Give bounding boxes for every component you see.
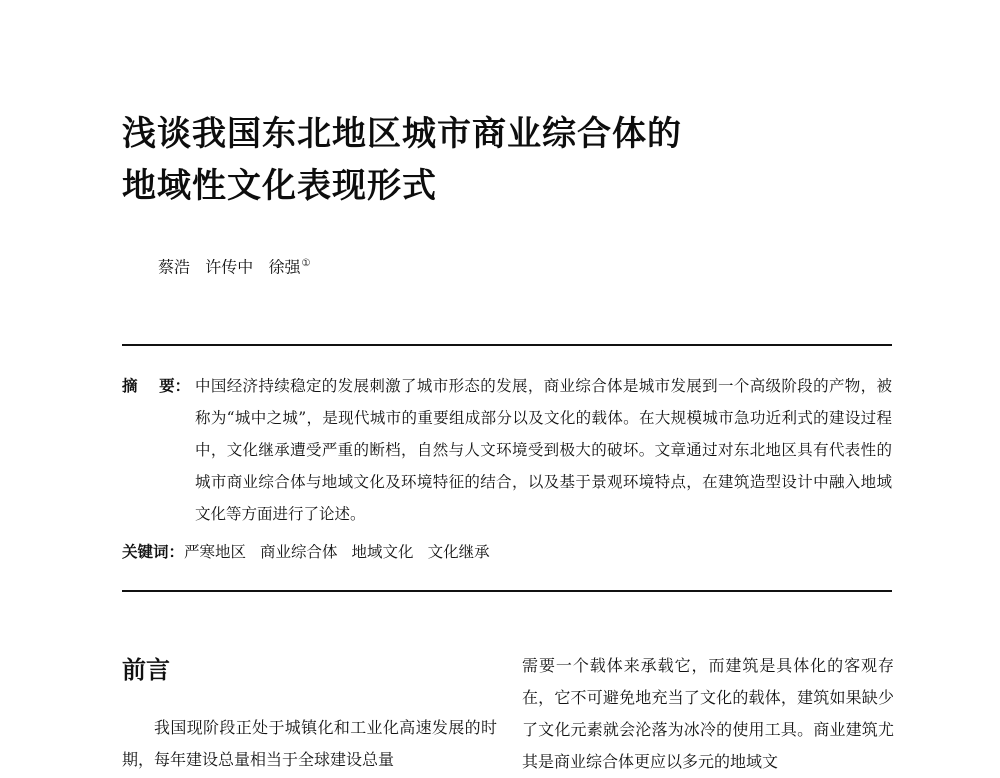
keyword-item: 地域文化 xyxy=(351,543,414,561)
keyword-item: 商业综合体 xyxy=(260,543,338,561)
keywords-block xyxy=(122,536,504,568)
section-heading: 前言 xyxy=(122,656,170,684)
right-column-paragraph: 需要一个载体来承载它，而建筑是具体化的客观存在，它不可避免地充当了文化的载体，建筑如果缺少了文化元素就会沦落为冰冷的使用工具。商业建筑尤其是商业综合体更应以多元的地域文 xyxy=(522,656,894,771)
keywords-label: 关键词： xyxy=(122,543,185,561)
author-names: 蔡浩 许传中 徐强 xyxy=(158,257,301,277)
keyword-item: 严寒地区 xyxy=(184,543,247,561)
paper-title-line-1: 浅谈我国东北地区城市商业综合体的 xyxy=(122,114,682,154)
keyword-item: 文化继承 xyxy=(427,543,490,561)
abstract-block xyxy=(122,370,892,530)
paper-title-line-2: 地域性文化表现形式 xyxy=(122,166,437,206)
abstract-top-rule xyxy=(122,344,892,346)
abstract-bottom-rule xyxy=(122,590,892,592)
abstract-label: 摘 要： xyxy=(122,377,191,395)
left-column-paragraph: 我国现阶段正处于城镇化和工业化高速发展的时期，每年建设总量相当于全球建设总量 xyxy=(122,718,497,769)
author-list xyxy=(158,252,311,279)
abstract-text: 中国经济持续稳定的发展刺激了城市形态的发展，商业综合体是城市发展到一个高级阶段的产物，被称为“城中之城”，是现代城市的重要组成部分以及文化的载体。在大规模城市急功近利式的建设过程中，文化继承遭受严重的断档，自然与人文环境受到极大的破坏。文章通过对东北地区具有代表性的城市商业综合体与地域文化及环境特征的结合，以及基于景观环境特点，在建筑造型设计中融入地域文化等方面进行了论述。 xyxy=(195,377,892,523)
paper-title xyxy=(122,108,682,212)
author-footnote-marker: ① xyxy=(301,258,311,269)
